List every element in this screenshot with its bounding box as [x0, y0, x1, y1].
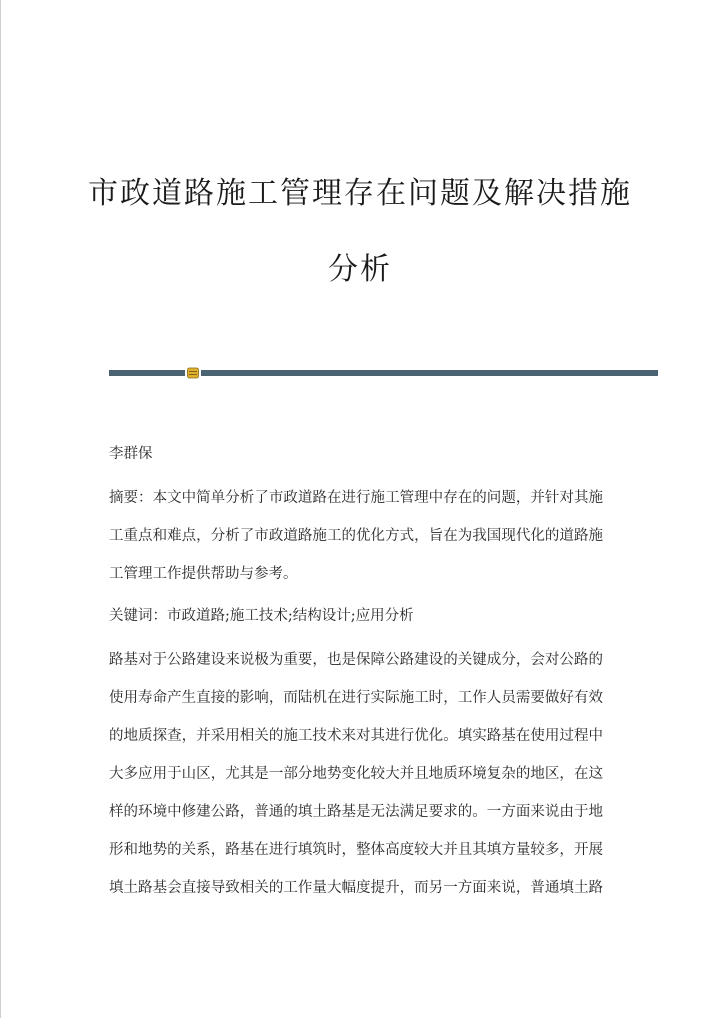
body-line-7: 填土路基会直接导致相关的工作量大幅度提升，而另一方面来说，普通填土路 [109, 880, 603, 896]
divider-badge-icon [187, 367, 199, 379]
body-line-6: 形和地势的关系，路基在进行填筑时，整体高度较大并且其填方量较多，开展 [109, 842, 603, 858]
document-title-line-2: 分析 [328, 252, 392, 287]
divider-bar-right [201, 370, 658, 376]
document-title-line-1: 市政道路施工管理存在问题及解决措施 [88, 176, 632, 211]
title-divider [109, 367, 658, 379]
body-line-2: 使用寿命产生直接的影响，而陆机在进行实际施工时，工作人员需要做好有效 [109, 690, 603, 706]
page-border [0, 0, 1, 1018]
abstract-line-1: 摘要：本文中简单分析了市政道路在进行施工管理中存在的问题，并针对其施 [109, 490, 603, 506]
abstract-line-3: 工管理工作提供帮助与参考。 [109, 566, 298, 582]
body-line-4: 大多应用于山区，尤其是一部分地势变化较大并且地质环境复杂的地区，在这 [109, 766, 603, 782]
abstract-line-2: 工重点和难点，分析了市政道路施工的优化方式，旨在为我国现代化的道路施 [109, 528, 603, 544]
divider-bar-left [109, 370, 185, 376]
body-line-5: 样的环境中修建公路，普通的填土路基是无法满足要求的。一方面来说由于地 [109, 804, 603, 820]
body-line-3: 的地质探查，并采用相关的施工技术来对其进行优化。填实路基在使用过程中 [109, 728, 603, 744]
body-line-1: 路基对于公路建设来说极为重要，也是保障公路建设的关键成分，会对公路的 [109, 652, 603, 668]
author-name: 李群保 [109, 446, 153, 462]
keywords-line: 关键词：市政道路;施工技术;结构设计;应用分析 [109, 608, 414, 624]
